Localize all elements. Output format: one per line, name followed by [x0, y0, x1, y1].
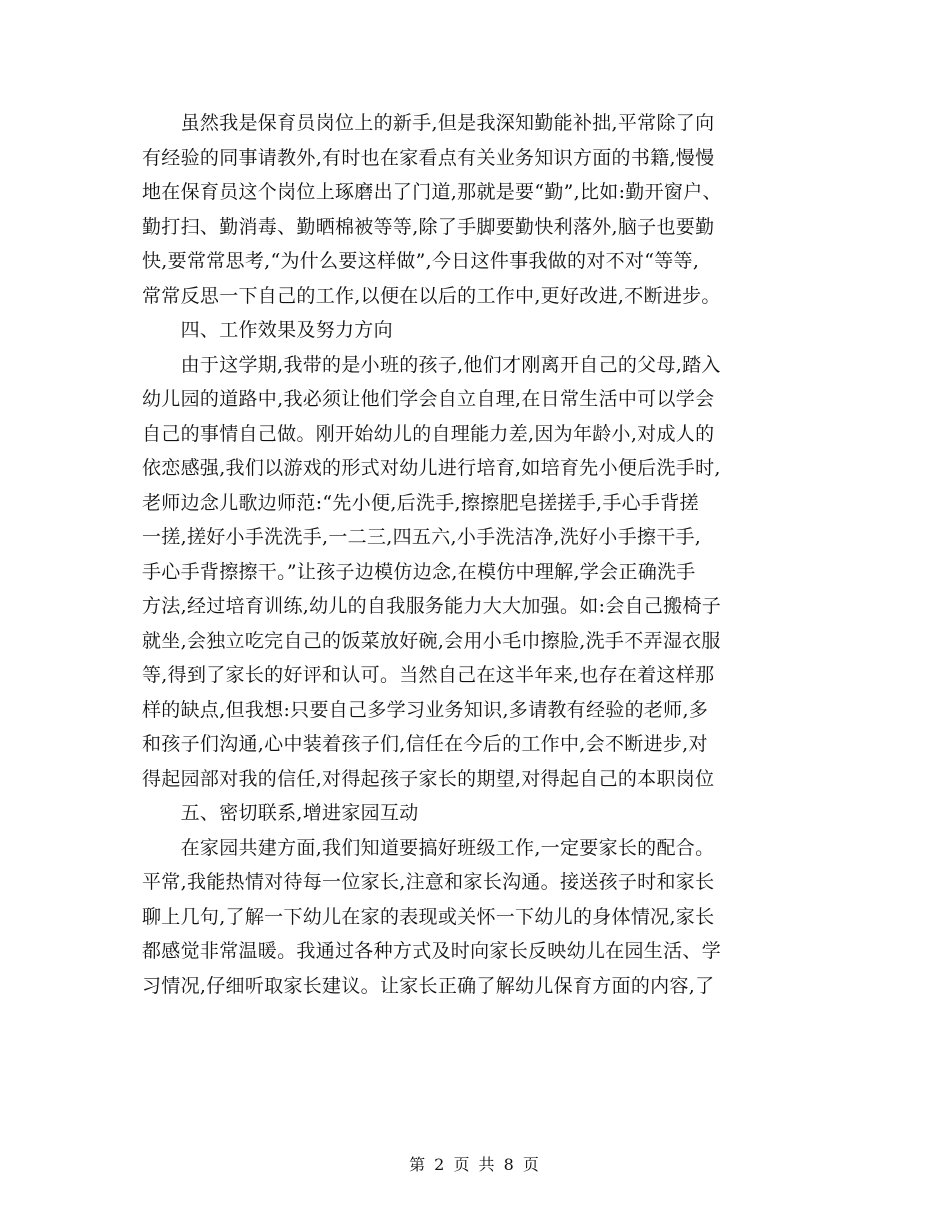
- text-line-24: 聊上几句,了解一下幼儿在家的表现或关怀一下幼儿的身体情况,家长: [142, 905, 715, 928]
- text-line-17: 等,得到了家长的好评和认可。当然自己在这半年来,也存在着这样那: [142, 664, 715, 686]
- section-heading-4: 四、工作效果及努力方向: [142, 319, 393, 341]
- text-line-19: 和孩子们沟通,心中装着孩子们,信任在今后的工作中,会不断进步,对: [142, 733, 708, 755]
- text-line-18: 样的缺点,但我想:只要自己多学习业务知识,多请教有经验的老师,多: [142, 698, 709, 721]
- text-line-16: 就坐,会独立吃完自己的饭菜放好碗,会用小毛巾擦脸,洗手不弄湿衣服: [142, 629, 721, 652]
- text-line-14: 手心手背擦擦干。”让孩子边模仿边念,在模仿中理解,学会正确洗手: [142, 560, 696, 583]
- text-line-26: 习情况,仔细听取家长建议。让家长正确了解幼儿保育方面的内容,了: [142, 974, 715, 997]
- text-line-2: 有经验的同事请教外,有时也在家看点有关业务知识方面的书籍,慢慢: [142, 146, 715, 169]
- body-text: [142, 106, 822, 1003]
- text-line-5: 快,要常常思考,“为什么要这样做”,今日这件事我做的对不对“等等,: [142, 250, 700, 272]
- text-line-6: 常常反思一下自己的工作,以便在以后的工作中,更好改进,不断进步。: [142, 284, 721, 307]
- text-line-12: 老师边念儿歌边师范:“先小便,后洗手,擦擦肥皂搓搓手,手心手背搓: [142, 491, 699, 514]
- text-line-10: 自己的事情自己做。刚开始幼儿的自理能力差,因为年龄小,对成人的: [142, 422, 715, 445]
- text-line-25: 都感觉非常温暖。我通过各种方式及时向家长反映幼儿在园生活、学: [142, 940, 722, 962]
- text-line-8: 由于这学期,我带的是小班的孩子,他们才刚离开自己的父母,踏入: [142, 353, 721, 376]
- text-line-23: 平常,我能热情对待每一位家长,注意和家长沟通。接送孩子时和家长: [142, 871, 715, 893]
- text-line-11: 依恋感强,我们以游戏的形式对幼儿进行培育,如培育先小便后洗手时,: [142, 457, 721, 479]
- text-line-22: 在家园共建方面,我们知道要搞好班级工作,一定要家长的配合。: [142, 836, 715, 859]
- text-line-9: 幼儿园的道路中,我必须让他们学会自立自理,在日常生活中可以学会: [142, 388, 715, 410]
- section-heading-5: 五、密切联系,增进家园互动: [142, 802, 419, 824]
- text-line-1: 虽然我是保育员岗位上的新手,但是我深知勤能补拙,平常除了向: [142, 112, 715, 134]
- text-line-13: 一搓,搓好小手洗洗手,一二三,四五六,小手洗洁净,洗好小手擦干手,: [142, 526, 702, 548]
- page-footer: 第 2 页 共 8 页: [409, 1155, 541, 1174]
- text-line-4: 勤打扫、勤消毒、勤晒棉被等等,除了手脚要勤快利落外,脑子也要勤: [142, 215, 715, 238]
- text-line-20: 得起园部对我的信任,对得起孩子家长的期望,对得起自己的本职岗位: [142, 767, 715, 790]
- text-line-3: 地在保育员这个岗位上琢磨出了门道,那就是要“勤”,比如:勤开窗户、: [142, 181, 722, 203]
- text-line-15: 方法,经过培育训练,幼儿的自我服务能力大大加强。如:会自己搬椅子: [142, 595, 722, 617]
